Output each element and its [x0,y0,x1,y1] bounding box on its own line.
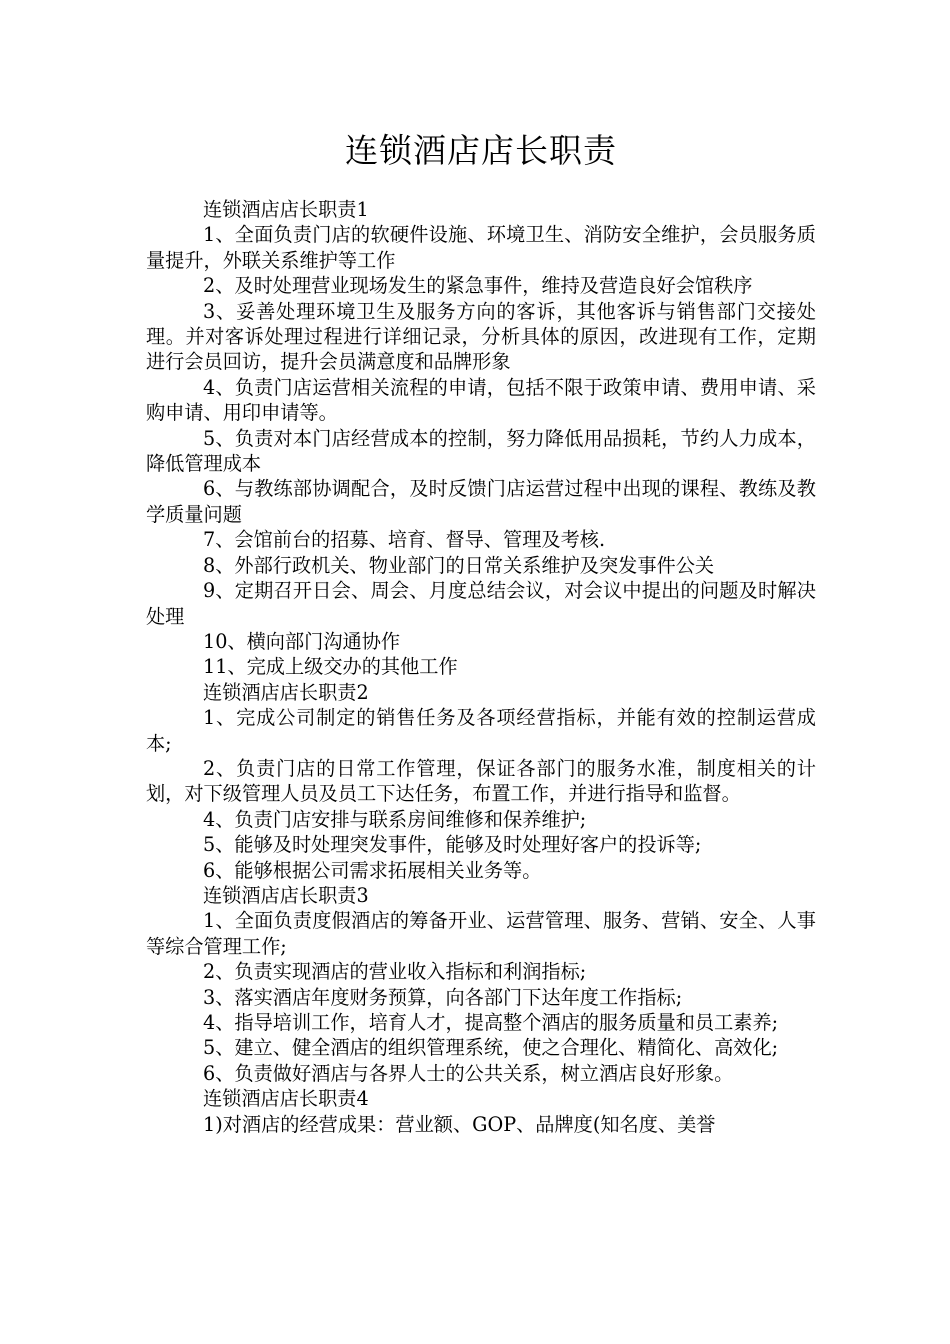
section-heading: 连锁酒店店长职责2 [203,680,369,704]
list-item: 10、横向部门沟通协作 [203,629,401,653]
list-item: 6、负责做好酒店与各界人士的公共关系，树立酒店良好形象。 [203,1061,734,1085]
list-item: 2、及时处理营业现场发生的紧急事件，维持及营造良好会馆秩序 [203,274,753,298]
document-title: 连锁酒店店长职责 [345,131,617,170]
list-item: 4、负责门店安排与联系房间维修和保养维护; [203,807,587,831]
list-item: 5、负责对本门店经营成本的控制，努力降低用品损耗，节约人力成本，降低管理成本 [146,426,816,476]
list-item: 3、落实酒店年度财务预算，向各部门下达年度工作指标; [203,985,683,1009]
list-item: 8、外部行政机关、物业部门的日常关系维护及突发事件公关 [203,553,715,577]
list-item: 1、全面负责度假酒店的筹备开业、运营管理、服务、营销、安全、人事等综合管理工作; [146,909,816,958]
list-item: 1、全面负责门店的软硬件设施、环境卫生、消防安全维护，会员服务质量提升，外联关系维护等工作 [146,223,816,272]
list-item: 3、妥善处理环境卫生及服务方向的客诉，其他客诉与销售部门交接处理。并对客诉处理过程进行详细记录，分析具体的原因，改进现有工作，定期进行会员回访，提升会员满意度和品牌形象 [146,299,816,374]
list-item: 4、负责门店运营相关流程的申请，包括不限于政策申请、费用申请、采购申请、用印申请等。 [146,375,816,425]
list-item: 1、完成公司制定的销售任务及各项经营指标，并能有效的控制运营成本; [146,706,816,755]
section-heading: 连锁酒店店长职责4 [203,1087,369,1111]
section-heading: 连锁酒店店长职责3 [203,883,369,907]
document-body [146,197,816,1137]
list-item: 9、定期召开日会、周会、月度总结会议，对会议中提出的问题及时解决处理 [146,579,816,628]
list-item: 4、指导培训工作，培育人才，提高整个酒店的服务质量和员工素养; [203,1011,779,1034]
list-item: 2、负责实现酒店的营业收入指标和利润指标; [203,960,587,984]
list-item: 2、负责门店的日常工作管理，保证各部门的服务水准，制度相关的计划，对下级管理人员及员工下达任务，布置工作，并进行指导和监督。 [146,756,816,806]
list-item: 5、能够及时处理突发事件，能够及时处理好客户的投诉等; [203,833,702,857]
list-item: 6、与教练部协调配合，及时反馈门店运营过程中出现的课程、教练及教学质量问题 [146,477,816,526]
list-item: 11、完成上级交办的其他工作 [203,655,458,679]
list-item: 5、建立、健全酒店的组织管理系统，使之合理化、精简化、高效化; [203,1036,779,1060]
list-item: 1)对酒店的经营成果：营业额、GOP、品牌度(知名度、美誉 [203,1112,716,1136]
list-item: 7、会馆前台的招募、培育、督导、管理及考核. [203,528,606,552]
list-item: 6、能够根据公司需求拓展相关业务等。 [203,858,542,882]
section-heading: 连锁酒店店长职责1 [203,198,369,221]
